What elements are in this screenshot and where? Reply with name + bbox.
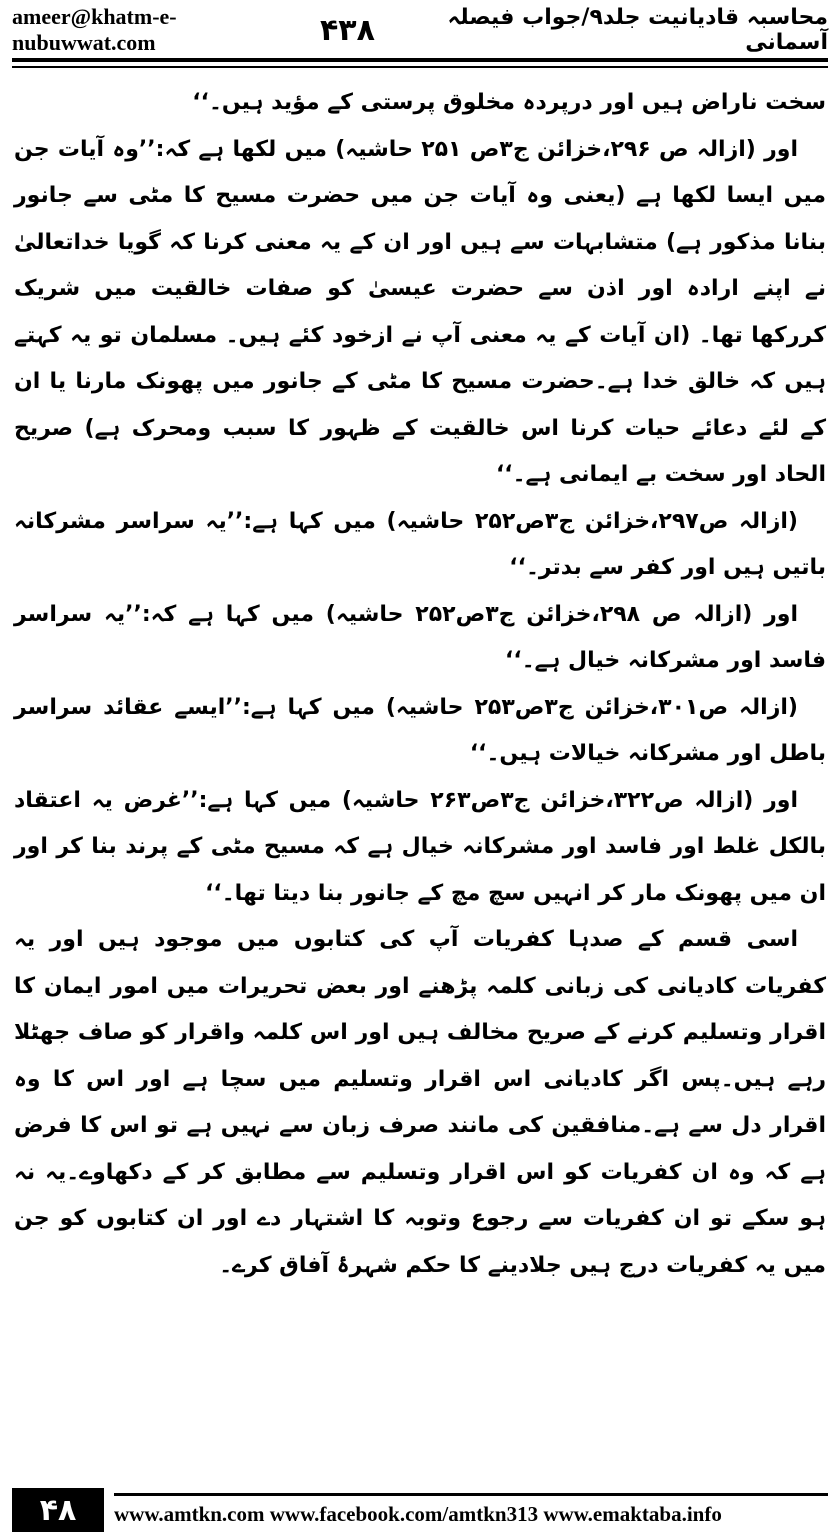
footer-urls: www.amtkn.com www.facebook.com/amtkn313 www.emaktaba.info [114,1502,722,1526]
page-footer [12,1488,828,1532]
header-page-number: ۴۳۸ [320,12,375,48]
footer-page-number: ۴۸ [12,1488,104,1532]
paragraph: اور (ازالہ ص۳۲۲،خزائن ج۳ص۲۶۳ حاشیہ) میں کہا ہے:’’غرض یہ اعتقاد بالکل غلط اور فاسد اور مشرکانہ خیال ہے کہ مسیح مٹی کے پرند بنا کر اور ان میں پھونک مار کر انہیں سچ مچ کے جانور بنا دیتا تھا۔‘‘ [14,787,826,906]
paragraph: اور (ازالہ ص ۲۹۸،خزائن ج۳ص۲۵۲ حاشیہ) میں کہا ہے کہ:’’یہ سراسر فاسد اور مشرکانہ خیال ہے۔‘‘ [14,601,826,673]
paragraph: اور (ازالہ ص ۲۹۶،خزائن ج۳ص ۲۵۱ حاشیہ) میں لکھا ہے کہ:’’وہ آیات جن میں ایسا لکھا ہے (یعنی وہ آیات جن میں حضرت مسیح کا مٹی سے جانور بنانا مذکور ہے) متشابہات سے ہیں اور ان کے یہ معنی کرنا کہ گویا خداتعالیٰ نے اپنے ارادہ اور اذن سے حضرت عیسیٰ کو صفات خالقیت میں شریک کررکھا تھا۔ (ان آیات کے یہ معنی آپ نے ازخود کئے ہیں۔ مسلمان تو یہ کہتے ہیں کہ خالق خدا ہے۔حضرت مسیح کا مٹی کے جانور میں پھونک مارنا یا ان کے لئے دعائے حیات کرنا اس خالقیت کے ظہور کا سبب ومحرک ہے) صریح الحاد اور سخت بے ایمانی ہے۔‘‘ [14,136,826,487]
page-body [14,80,826,1289]
header-left [12,4,375,56]
footer-rule [114,1493,828,1496]
paragraph: سخت ناراض ہیں اور درپردہ مخلوق پرستی کے مؤید ہیں۔‘‘ [192,90,826,115]
header-email: ameer@khatm-e-nubuwwat.com [12,4,177,55]
paragraph: (ازالہ ص۲۹۷،خزائن ج۳ص۲۵۲ حاشیہ) میں کہا ہے:’’یہ سراسر مشرکانہ باتیں ہیں اور کفر سے بدتر۔‘‘ [14,508,826,580]
header-rule-thick [12,58,828,62]
paragraph: اسی قسم کے صدہا کفریات آپ کی کتابوں میں موجود ہیں اور یہ کفریات کادیانی کی زبانی کلمہ پڑھنے اور بعض تحریرات میں امور ایمان کا اقرار وتسلیم کرنے کے صریح مخالف ہیں اور اس کلمہ واقرار کو صاف جھٹلا رہے ہیں۔پس اگر کادیانی اس اقرار وتسلیم میں سچا ہے اور اس کا وہ اقرار دل سے ہے۔منافقین کی مانند صرف زبان سے نہیں ہے تو اس کا فرض ہے کہ وہ ان کفریات کو اس اقرار وتسلیم سے مطابق کر کے دکھاوے۔یہ نہ ہو سکے تو ان کفریات سے رجوع وتوبہ کا اشتہار دے اور ان کتابوں کو جن میں یہ کفریات درج ہیں جلادینے کا حکم شہرۂ آفاق کرے۔ [14,927,826,1278]
header-book-title: محاسبہ قادیانیت جلد۹/جواب فیصلہ آسمانی [447,5,828,55]
page-header [12,4,828,55]
header-rule-thin [12,66,828,68]
footer-urls-block [104,1488,828,1532]
paragraph: (ازالہ ص۳۰۱،خزائن ج۳ص۲۵۳ حاشیہ) میں کہا ہے:’’ایسے عقائد سراسر باطل اور مشرکانہ خیالات ہیں۔‘‘ [14,694,826,766]
